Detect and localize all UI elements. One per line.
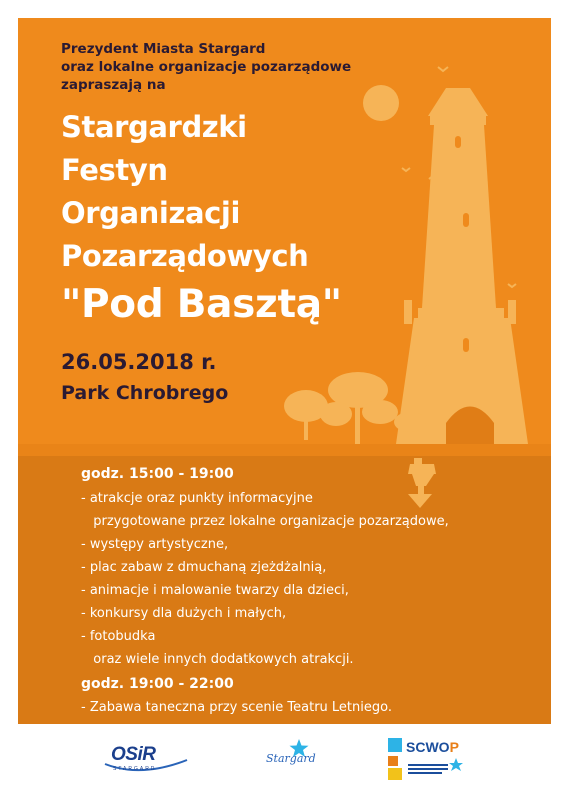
scwop-logo-text-main: SCWO: [406, 739, 450, 755]
schedule-item: oraz wiele innych dodatkowych atrakcji.: [85, 652, 354, 667]
schedule-item: - plac zabaw z dmuchaną zjeżdżalnią,: [81, 560, 327, 575]
schedule-hours-1: godz. 15:00 - 19:00: [81, 466, 234, 482]
scwop-logo-text: [406, 739, 459, 755]
headline-line-4: Pozarządowych: [61, 239, 309, 273]
intro-line-2: oraz lokalne organizacje pozarządowe: [61, 59, 352, 75]
headline-line-1: Stargardzki: [61, 110, 247, 144]
sun-icon: [363, 85, 399, 121]
stargard-logo-text: Stargard: [266, 752, 316, 765]
sponsor-logos: [0, 724, 569, 800]
schedule-item: przygotowane przez lokalne organizacje pozarządowe,: [85, 514, 449, 529]
schedule-item: - atrakcje oraz punkty informacyjne: [81, 491, 313, 506]
event-date: 26.05.2018 r.: [61, 350, 217, 374]
intro-line-3: zapraszają na: [61, 77, 166, 93]
stargard-logo: [266, 738, 326, 778]
schedule-item: - Zabawa taneczna przy scenie Teatru Letniego.: [81, 700, 392, 715]
schedule-item: - konkursy dla dużych i małych,: [81, 606, 287, 621]
bird-icon: [438, 67, 448, 71]
schedule-item: - występy artystyczne,: [81, 537, 229, 552]
intro-line-1: Prezydent Miasta Stargard: [61, 41, 266, 57]
schedule-hours-2: godz. 19:00 - 22:00: [81, 676, 234, 692]
osir-logo-subtext: STARGARD: [113, 766, 157, 772]
event-place: Park Chrobrego: [61, 382, 229, 404]
osir-logo-text: OSiR: [111, 744, 156, 765]
osir-logo: [103, 744, 193, 778]
schedule-item: - fotobudka: [81, 629, 156, 644]
bird-icon: [402, 168, 410, 171]
schedule-item: - animacje i malowanie twarzy dla dzieci,: [81, 583, 349, 598]
bird-icon: [508, 284, 516, 287]
scwop-logo-text-p: P: [449, 739, 459, 755]
tower-icon: [394, 88, 530, 456]
headline-line-5: "Pod Basztą": [61, 282, 342, 327]
headline-line-3: Organizacji: [61, 196, 240, 230]
lamp-post-icon: [427, 372, 430, 456]
scwop-logo: [388, 738, 468, 784]
poster-bottom-panel: [18, 456, 551, 724]
poster-top-panel: [18, 18, 551, 456]
headline-line-2: Festyn: [61, 153, 168, 187]
